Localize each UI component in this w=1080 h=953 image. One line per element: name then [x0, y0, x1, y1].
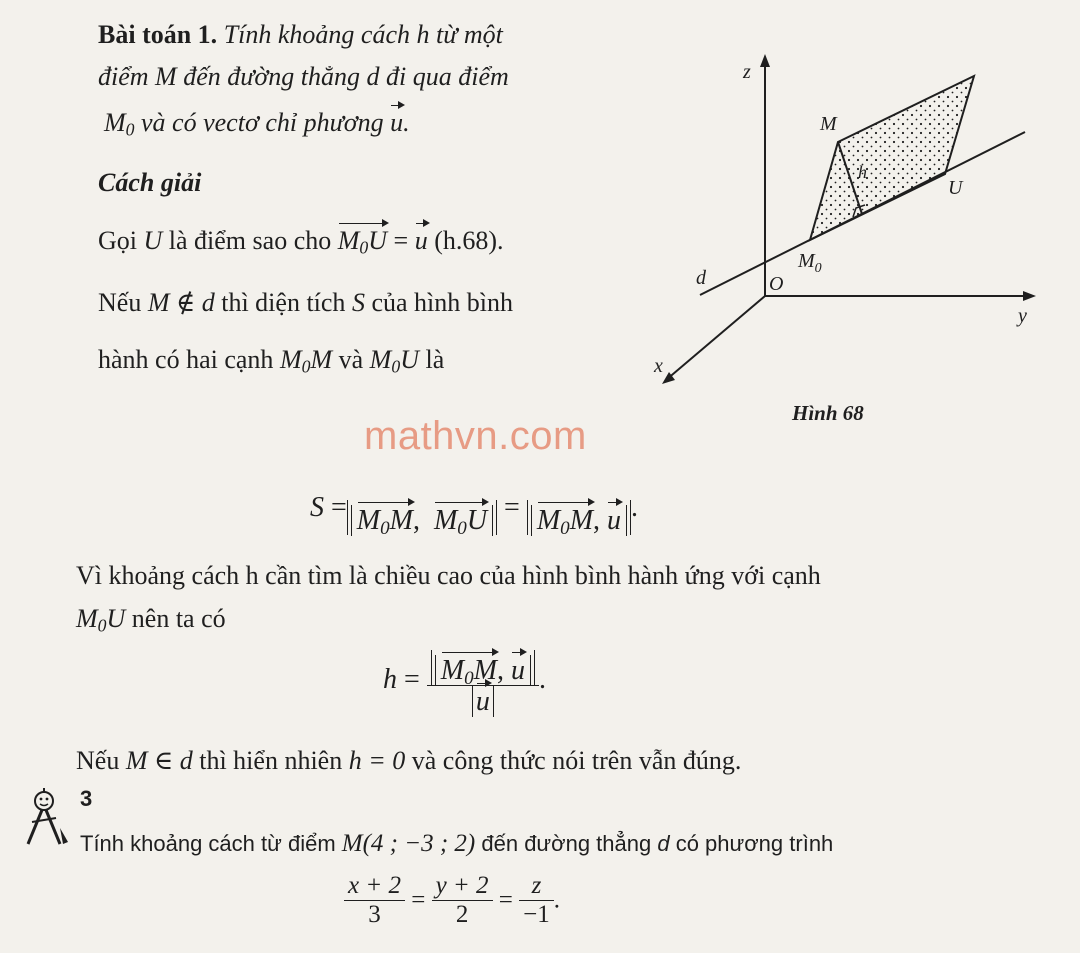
exercise-text: Tính khoảng cách từ điểm M(4 ; −3 ; 2) đến đường thẳng d có phương trình — [80, 830, 834, 857]
label-d: d — [696, 267, 706, 289]
label-O: O — [769, 273, 784, 295]
exercise-number: 3 — [80, 786, 93, 811]
label-y: y — [1018, 305, 1027, 327]
figure-68 — [640, 50, 1060, 400]
label-h: h — [858, 162, 867, 182]
figure-caption: Hình 68 — [792, 401, 864, 425]
paragraph-2: $M_0U$ nên ta có — [76, 604, 226, 636]
problem-line-1 — [98, 20, 503, 50]
label-U: U — [948, 177, 963, 199]
height-fraction: $\frac{M_0M, u}{u}$ — [427, 642, 539, 718]
label-M: M — [820, 113, 837, 135]
compass-mascot-icon — [24, 788, 74, 852]
x-axis — [666, 296, 765, 380]
vector-M0U: $M_0U$ — [337, 226, 388, 258]
watermark: mathvn.com — [364, 414, 587, 458]
formula-height: h = $\frac{M_0M, u}{u}$ . — [383, 642, 546, 718]
solution-heading: Cách giải — [98, 168, 202, 197]
paragraph-1: Vì khoảng cách h cần tìm là chiều cao của hình bình hành ứng với cạnh — [76, 561, 821, 590]
label-M0: $M_0$ — [798, 250, 822, 276]
problem-title: Bài toán 1. — [98, 20, 218, 49]
problem-statement: Tính khoảng cách h từ một — [223, 20, 503, 49]
solution-line-3: hành có hai cạnh $M_0M$ và $M_0U$ là — [98, 345, 445, 377]
vector-u: u — [414, 226, 428, 255]
parallelogram — [810, 76, 974, 240]
line-equation: $\frac{x + 2}{3}$ = $\frac{y + 2}{2}$ = $\frac{z}{-1}$ . — [344, 872, 560, 929]
label-z: z — [743, 61, 751, 83]
problem-line-3: $M_0$ và có vectơ chỉ phương u. — [104, 108, 410, 140]
problem-line-2: điểm M đến đường thẳng d đi qua điểm — [98, 62, 509, 91]
solution-line-1: Gọi U là điểm sao cho $M_0U = u$ (h.68). — [98, 226, 504, 258]
vector-u: u — [390, 108, 404, 137]
label-x: x — [654, 355, 663, 377]
paragraph-3: Nếu M ∈ d thì hiển nhiên h = 0 và công thức nói trên vẫn đúng. — [76, 746, 742, 775]
exercise-point: M(4 ; −3 ; 2) — [341, 830, 476, 857]
solution-line-2: Nếu M ∉ d thì diện tích S của hình bình — [98, 288, 513, 317]
formula-area: $S = M_0M$, $M_0U = M_0M$, u . — [310, 492, 639, 540]
